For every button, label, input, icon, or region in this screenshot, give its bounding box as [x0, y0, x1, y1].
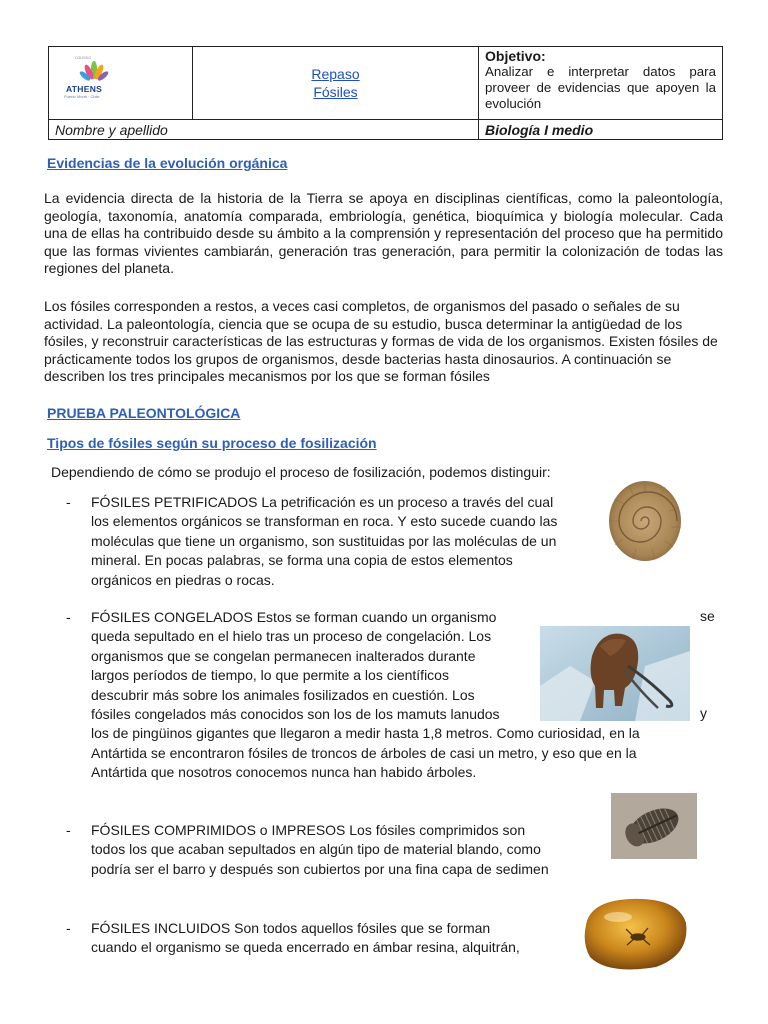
logo-subtext: Puerto Montt · Chile	[64, 94, 100, 99]
intro-text: Dependiendo de cómo se produjo el proceso de fosilización, podemos distinguir:	[51, 464, 551, 480]
frozen-mammoth-image	[540, 626, 690, 721]
text-line: orgánicos en piedras o rocas.	[91, 571, 275, 588]
subheading-tipos: Tipos de fósiles según su proceso de fosilización	[47, 435, 377, 451]
item-text	[91, 493, 557, 590]
text-line: todos los que acaban sepultados en algún tipo de material blando, como	[91, 841, 541, 858]
bullet-dash: -	[66, 494, 71, 510]
text-line: organismos que se congelan permanecen inalterados durante	[91, 647, 476, 664]
item-text	[91, 821, 549, 879]
text-line: descubrir más sobre los animales fosilizados en cuestión. Los	[91, 686, 475, 703]
text-line: FÓSILES COMPRIMIDOS o IMPRESOS Los fósiles comprimidos son	[91, 822, 526, 838]
bullet-dash: -	[66, 920, 71, 936]
text-line: Antártida se encontraron fósiles de troncos de árboles de casi un metro, y eso que en la	[91, 744, 637, 761]
trilobite-fossil-image	[611, 793, 697, 859]
text-line: fósiles congelados más conocidos son los de los mamuts lanudos	[91, 706, 500, 723]
subheading-prueba: PRUEBA PALEONTOLÓGICA	[47, 405, 241, 421]
logo-top-text: COLEGIO	[75, 56, 91, 60]
title-fosiles: Fósiles	[313, 84, 358, 100]
title-cell	[193, 47, 479, 120]
name-field: Nombre y apellido	[49, 120, 479, 140]
text-line: podría ser el barro y después son cubiertos por una fina capa de sedimen	[91, 860, 549, 877]
section-title: Evidencias de la evolución orgánica	[47, 155, 288, 171]
text-line: cuando el organismo se queda encerrado en ámbar resina, alquitrán,	[91, 939, 520, 956]
ammonite-fossil-image	[605, 477, 687, 565]
course-label: Biología I medio	[479, 120, 723, 140]
text-line: Antártida que nosotros conocemos nunca han habido árboles.	[91, 764, 477, 781]
bullet-dash: -	[66, 822, 71, 838]
text-line: largos períodos de tiempo, lo que permite a los científicos	[91, 667, 449, 684]
item-text	[91, 919, 520, 958]
paragraph-2: Los fósiles corresponden a restos, a veces casi completos, de organismos del pasado o señales de su actividad. La paleontología, ciencia que se ocupa de su estudio, busca determinar la antigüedad de los fósiles, y reconstruir características de las estructuras y formas de vida de los organismos. Existen fósiles de prácticamente todos los grupos de organismos, desde bacterias hasta dinosaurios. A continuación se describen los tres principales mecanismos por los que se forman fósiles	[44, 298, 718, 385]
text-line: los elementos orgánicos se transforman en roca. Y esto sucede cuando las	[91, 513, 558, 530]
paragraph-1: La evidencia directa de la historia de la Tierra se apoya en disciplinas científicas, como la paleontología, geología, taxonomía, anatomía comparada, embriología, genética, bioquímica y biología molecular. Cada una de ellas ha contribuido desde su ámbito a la comprensión y representación del proceso que ha permitido que las formas vivientes cambiarán, generación tras generación, para permitir la colonización de todas las regiones del planeta.	[44, 190, 723, 277]
title-repaso: Repaso	[311, 66, 360, 82]
logo-text: ATHENS	[66, 84, 103, 94]
text-line: moléculas que tiene un organismo, son sustituidas por las moléculas de un	[91, 532, 557, 549]
text-line: mineral. En pocas palabras, se forma una copia de estos elementos	[91, 552, 513, 569]
bullet-dash: -	[66, 609, 71, 625]
header-table	[48, 46, 723, 140]
objective-cell	[479, 47, 723, 120]
objective-text: Analizar e interpretar datos para proveer de evidencias que apoyen la evolución	[485, 64, 716, 111]
amber-fossil-image	[578, 895, 692, 973]
text-line: los de pingüinos gigantes que llegaron a medir hasta 1,8 metros. Como curiosidad, en la	[91, 725, 640, 742]
side-word-se: se	[700, 608, 715, 624]
text-line: FÓSILES CONGELADOS Estos se forman cuando un organismo	[91, 609, 497, 625]
logo-cell	[49, 47, 193, 120]
text-line: FÓSILES INCLUIDOS Son todos aquellos fósiles que se forman	[91, 920, 491, 936]
side-word-y: y	[700, 705, 707, 721]
text-line: FÓSILES PETRIFICADOS La petrificación es un proceso a través del cual	[91, 494, 554, 510]
text-line: queda sepultado en el hielo tras un proceso de congelación. Los	[91, 628, 492, 645]
objective-heading: Objetivo:	[485, 48, 546, 64]
